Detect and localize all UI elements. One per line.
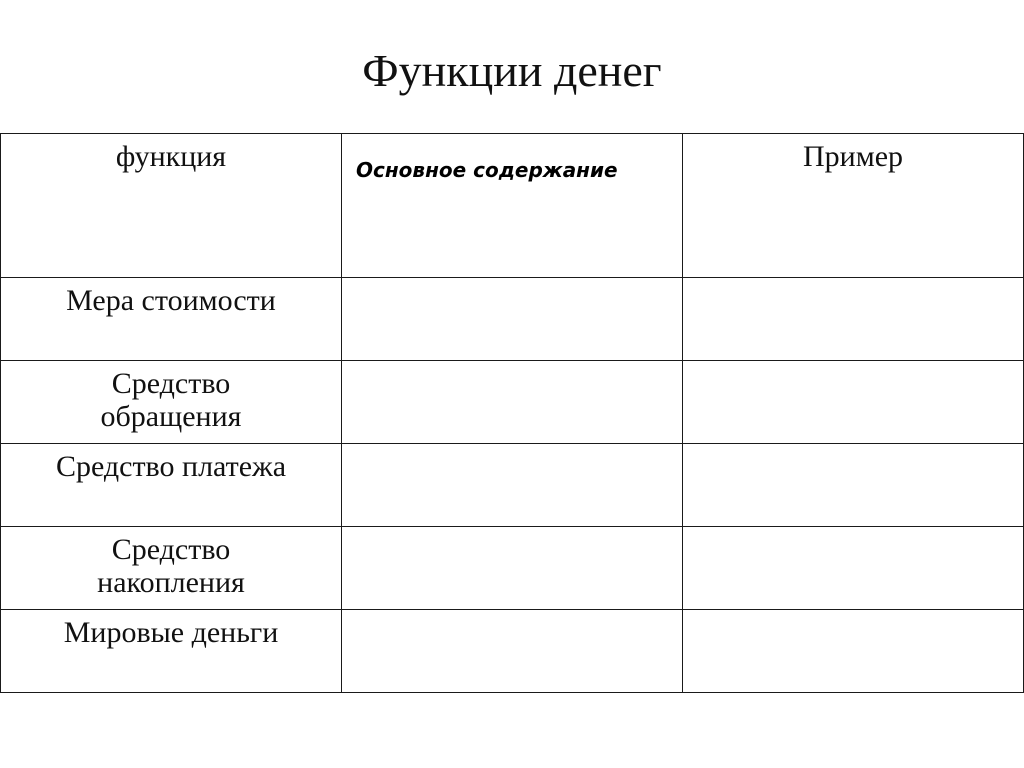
content-cell xyxy=(342,610,683,693)
function-name: Средство обращения xyxy=(100,367,242,433)
table-header-row xyxy=(1,134,1024,278)
content-value xyxy=(342,610,682,616)
table-row xyxy=(1,444,1024,527)
function-name: Средство платежа xyxy=(55,450,287,483)
header-cell-function xyxy=(1,134,342,278)
table-row xyxy=(1,278,1024,361)
table-row xyxy=(1,527,1024,610)
table-row xyxy=(1,361,1024,444)
function-cell xyxy=(1,527,342,610)
function-name: Мировые деньги xyxy=(63,616,279,649)
example-cell xyxy=(683,444,1024,527)
content-cell xyxy=(342,527,683,610)
function-name: Средство накопления xyxy=(97,533,245,599)
header-content-label: Основное содержание xyxy=(356,158,618,182)
example-cell xyxy=(683,278,1024,361)
function-name: Мера стоимости xyxy=(66,284,276,317)
header-cell-content xyxy=(342,134,683,278)
header-cell-example xyxy=(683,134,1024,278)
content-cell xyxy=(342,444,683,527)
example-value xyxy=(683,278,1023,284)
content-value xyxy=(342,444,682,450)
content-cell xyxy=(342,361,683,444)
example-cell xyxy=(683,361,1024,444)
function-cell xyxy=(1,278,342,361)
function-cell xyxy=(1,444,342,527)
page-title: Функции денег xyxy=(362,45,662,96)
header-function-label: функция xyxy=(115,140,227,173)
table-row xyxy=(1,610,1024,693)
content-cell xyxy=(342,278,683,361)
example-cell xyxy=(683,610,1024,693)
example-value xyxy=(683,610,1023,616)
function-cell xyxy=(1,610,342,693)
content-value xyxy=(342,361,682,367)
content-value xyxy=(342,527,682,533)
functions-table xyxy=(0,133,1024,693)
example-value xyxy=(683,527,1023,533)
example-value xyxy=(683,444,1023,450)
content-value xyxy=(342,278,682,284)
header-example-label: Пример xyxy=(802,140,904,173)
example-cell xyxy=(683,527,1024,610)
function-cell xyxy=(1,361,342,444)
example-value xyxy=(683,361,1023,367)
